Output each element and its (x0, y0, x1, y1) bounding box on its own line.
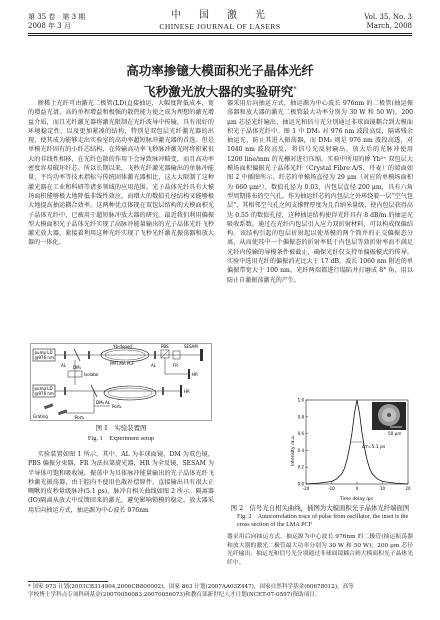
journal-title (120, 10, 320, 32)
al-lens-4 (64, 387, 66, 395)
grating-2 (58, 409, 67, 415)
hr-mirror-bottom (180, 385, 182, 397)
figure-1-setup (30, 343, 212, 421)
al-lens-5 (162, 387, 164, 395)
y-tick-label: 0.2 (297, 464, 304, 470)
header-volume-en-text: Vol. 35, No. 3 (364, 13, 412, 21)
journal-title-en: CHINESE JOURNAL OF LASERS (159, 22, 281, 31)
figure-2-caption-en: Fig. 2 Autocorrelation trace of pulse from oscillator, the inset is the cross section of the LMA PCF (237, 513, 409, 529)
autocorrelation-chart (288, 396, 412, 502)
fr-label: FR (173, 363, 179, 368)
y-tick-label: 1.0 (297, 397, 304, 403)
y-tick-label: 0.0 (297, 481, 304, 487)
body-paragraph: 实验装置如图 1 所示，其中，AL 为非球面镜，DM 为双色镜，PBS 偏振分束器，FR 为法拉第旋光器，HR 为全反镜，SESAM 为半导体可饱和吸收镜。振荡中为具体脉冲能量输出的光子晶体光纤飞秒激光振荡器，由于腔内不使用色散补偿原件，直接输出具有很大正啁啾的皮秒量级脉冲(5.1 ps)，脉冲自相关曲线如图 2 所示。隔离器(IO)隔离从放大中反馈回来的激光，避免影响锁模的稳定。放大器采用后向抽运方式，抽运源为中心波长 976nm (28, 451, 214, 514)
x-tick-label: 20 (405, 486, 411, 491)
footnote (28, 583, 412, 599)
grating-1 (44, 403, 53, 409)
left-column-text-2 (28, 450, 214, 576)
pump-ld-top-label: pump LD (34, 350, 53, 355)
port1-label: Port₁ (75, 415, 85, 420)
paper-title-line1: 高功率掺镱大模面积光子晶体光纤 (126, 63, 314, 78)
right-column-text-2 (227, 533, 413, 577)
sesam-mirror (200, 349, 203, 361)
dm2-label: DM₂ (96, 400, 105, 405)
x-tick-label: 10 (379, 486, 386, 491)
footnote-line-1: * 国家 973 计划(2003CB314904,2006CB806002)，国家 863 计划(2007AA03Z447)，国家自然科学基金(60678012)，高等 (28, 584, 354, 590)
scale-bar-label: 50 μm (388, 431, 402, 436)
figure-1-caption-cn: 图 1 实验装置图 (95, 424, 147, 432)
figure-2-caption-cn: 图 2 信号光自相关曲线，插图为大模面积光子晶体光纤端面图 (230, 504, 410, 512)
figure-1-caption-en: Fig. 1 Experiment setup (87, 435, 155, 442)
header-rule-thin (28, 35, 412, 36)
x-tick-label: -10 (328, 486, 335, 491)
x-tick-label: 0 (355, 486, 359, 491)
pump-ld-bottom-wl: @976 nm (34, 391, 54, 396)
y-axis-label: Intensity /a.u. (291, 434, 296, 466)
x-tick-label: -20 (302, 486, 310, 491)
body-paragraph: 器采用后向抽运方式，抽运源为中心波长 976nm 的二极管(抽运振荡器和放大器的激光二极管最大功率分别为 30 W 和 50 W)，200 μm 芯径光纤输出，抽运光和信号光分别通过非球面镜耦合到大模面积光子晶体光纤中。 (227, 534, 413, 566)
hr-label-bottom: HR (184, 389, 190, 394)
al-lens-3 (154, 351, 156, 359)
al-label-3: AL (105, 400, 110, 405)
y-tick-label: 0.8 (297, 414, 304, 420)
footnote-line-2: 学校博士学科点专项科研基金(20070056083,20070056073)和教育部新世纪人才计划(NCET-07-0597)资助项目。 (28, 592, 321, 599)
body-paragraph: 器采用后向抽运方式，抽运源为中心波长 976nm 的二极管(抽运振荡器和放大器的激光二极管最大功率分别为 30 W 和 50 W)，200 μm 芯径光纤输出，抽运光和信号光分别通过非球面镜耦合到大模面积光子晶体光纤中。图 1 中 DM₁ 对 976 nm 波段高反，隔离残余抽运光，防止其进入振荡器，而 DM₂ 则是 976 nm 波段高透，对 1040 nm 波段高反，将信号光反射输出。放大后的光脉冲使用 1200 line/mm 的光栅对进行压缩。实验中所用的掺 Yb³⁺ 双包层大模场面积偏振光子晶体光纤（Crystal Fibre A/S，丹麦）的端面如图 2 中插图所示。纤芯的单模场直径为 29 μm（对应的单模场面积为 660 μm²），数值孔径为 0.03，内包层直径 200 μm，具有六角型周期排布的空气孔。作为抽运纤芯的内包层之外环绕着一层“空气包层”，其相邻空气孔之间支撑臂厚度为几百纳米量级，使内包层获得高达 0.55 的数值孔径，这种抽运结构使得光纤具有 8 dB/m 的抽运光吸收系数。通过在光纤内包层引入应力双折射材料，可以构成保偏结构。该结构引起的包层折射起以使基模的两个简并的正交偏振态分离，从而使其中一个偏振态的折射率低于内包层等效折射率而不满足光纤内传输的导模条件被截止，确保光纤仅支持单偏振模式的传导。实验中选用光纤的偏振消光比大于 17 dB，波长 1060 nm 附近的单偏振带宽大于 100 nm。光纤两端都进行塌陷并打磨成 8° 角，用以防止自激振荡激光的产生。 (227, 100, 413, 284)
header-date-cn: 2008 年 3 月 (28, 22, 71, 30)
journal-title-cn: 中 国 激 光 (171, 10, 269, 21)
header-volume-en (364, 13, 412, 31)
al-label-1: AL (61, 363, 66, 368)
header-rule (28, 33, 412, 34)
paper-title-line2: 飞秒激光放大器的实验研究 (143, 84, 294, 100)
grating-label: Grating (33, 414, 48, 419)
pbs-label: PBS (161, 344, 169, 349)
figure-2-autocorrelation (288, 396, 412, 502)
paper-title-line2-wrap (40, 80, 400, 101)
header-date-en: March, 2008 (366, 22, 412, 30)
title-footnote-mark: * (293, 85, 297, 93)
header-volume-cn (28, 13, 85, 31)
al-lens-1 (64, 351, 66, 359)
al-label-2: AL (151, 363, 156, 368)
header-volume-cn-text: 第 35 卷 第 3 期 (28, 13, 86, 21)
pm-lma-pcf-label: PM LMA PCF (110, 361, 135, 366)
port2-label: Port₂ (112, 404, 122, 409)
setup-diagram (30, 343, 212, 421)
fwhm-annotation: Δτ=5.1 ps (362, 445, 386, 450)
y-tick-label: 0.6 (297, 431, 304, 437)
right-column-text (227, 99, 413, 390)
sesam-label: SESAM (184, 344, 198, 349)
al-lens-2 (88, 351, 90, 359)
pcf-core (387, 413, 391, 417)
hr-mirror (188, 369, 190, 379)
pump-ld-bottom-label: pump LD (34, 386, 53, 391)
isolator-label: Isolator (84, 372, 99, 377)
pump-ld-top-wl: @976 nm (34, 355, 54, 360)
yb-doped-label: Yb-doped (113, 344, 132, 349)
left-column-text (28, 99, 214, 339)
dm1-label: DM₁ (73, 365, 82, 370)
body-paragraph: 掺稀土光纤可由激光二极管(LD)直接抽运，大幅度降低成本，宽的增益光谱、高的单程增益和极强的散热能力使之成为理想的激光增益介质，而且光纤激光器将激光限制在光纤波导中传输，具有很好的环境稳定性，以及更加紧凑的结构，特别是双包层光纤激光器的出现，使其成为能够走出实验室的高功率超短脉冲激光器的首选。但是单模光纤固有的小纤芯结构，在传输高功率飞秒脉冲激光时将积累很大的非线性相移，在光纤色散的作用下会导致脉冲畸变，而且高功率密度容易破坏纤芯。所以长期以来，飞秒光纤激光器输出的单脉冲能量、平均功率等技术指标与传统固体激光器相比，这大大限制了这种激光器在工业和科研等诸多领域的应用范围。光子晶体光纤具有大模场面积能够极大地降低非线性效应，而增大的数值孔径结构又能够极大地提高抽运耦合效率，这两种优点体现在双包层结构的大模面积光子晶体光纤中，已被用于超短脉冲放大器的研究。最近我们利用偏振型大模面积光子晶体光纤实现了高脉冲能量输出的光子晶体光纤飞秒激光放大器，紧接着利用这种光纤实现了飞秒光纤激光振荡器和放大器的一体化。 (28, 100, 214, 247)
x-axis-label: Time delay /ps (340, 497, 373, 502)
y-tick-label: 0.4 (297, 447, 304, 453)
paper-title (40, 62, 400, 101)
hr-label-top: HR (192, 372, 198, 377)
footnote-rule (28, 581, 108, 582)
